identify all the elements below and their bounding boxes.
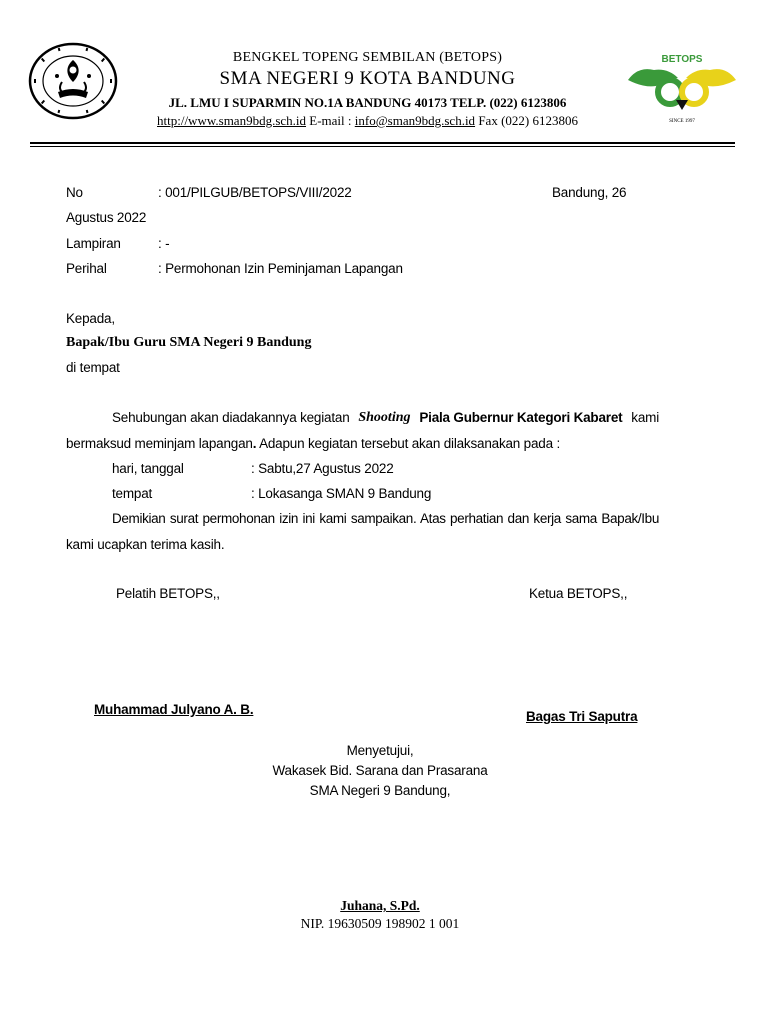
- day-value: : Sabtu,27 Agustus 2022: [251, 461, 394, 476]
- lampiran-value: : -: [158, 236, 170, 251]
- p1-start: Sehubungan akan diadakannya kegiatan: [112, 410, 350, 425]
- approve-label: Menyetujui,: [346, 743, 414, 758]
- contact-line: [0, 113, 735, 129]
- lampiran-label: Lampiran: [66, 236, 121, 251]
- left-signer-name: Muhammad Julyano A. B.: [94, 702, 254, 717]
- no-label: No: [66, 185, 83, 200]
- perihal-value: : Permohonan Izin Peminjaman Lapangan: [158, 261, 403, 276]
- p1-line2-dot: .: [252, 436, 257, 451]
- betops-logo-since: SINCE 1997: [669, 119, 695, 124]
- header-rule-thin: [30, 146, 735, 147]
- school-line: SMA NEGERI 9 KOTA BANDUNG: [219, 68, 516, 89]
- header-rule-thick: [30, 142, 735, 144]
- date-part2: Agustus 2022: [66, 210, 147, 225]
- approve-name: Juhana, S.Pd.: [340, 898, 420, 913]
- p1-end: kami: [631, 410, 659, 425]
- org-line: BENGKEL TOPENG SEMBILAN (BETOPS): [232, 50, 503, 65]
- p1-line2: bermaksud meminjam lapangan: [66, 436, 253, 451]
- fax-text: Fax (022) 6123806: [478, 113, 578, 128]
- closing-line-1: Demikian surat permohonan izin ini kami sampaikan. Atas perhatian dan kerja sama Bapak/Ibu: [112, 511, 659, 526]
- recipient-name: Bapak/Ibu Guru SMA Negeri 9 Bandung: [66, 335, 312, 350]
- date-part1: Bandung, 26: [552, 185, 627, 200]
- email-link[interactable]: info@sman9bdg.sch.id: [354, 113, 476, 128]
- place-value: : Lokasanga SMAN 9 Bandung: [251, 486, 432, 501]
- email-label: E-mail :: [309, 113, 352, 128]
- kepada-text: Kepada,: [66, 311, 115, 326]
- right-signer-title: Ketua BETOPS,,: [529, 586, 628, 601]
- paragraph-1-line-2: [66, 436, 560, 451]
- p1-line2-rest: Adapun kegiatan tersebut akan dilaksanakan pada :: [256, 436, 561, 451]
- approve-org: SMA Negeri 9 Bandung,: [309, 783, 451, 798]
- betops-logo-text: BETOPS: [661, 54, 703, 65]
- approve-nip: NIP. 19630509 198902 1 001: [300, 916, 460, 931]
- closing-line-2: kami ucapkan terima kasih.: [66, 537, 225, 552]
- place-label: tempat: [112, 486, 153, 501]
- day-label: hari, tanggal: [112, 461, 184, 476]
- p1-shooting: Shooting: [358, 410, 411, 425]
- address-line: JL. LMU I SUPARMIN NO.1A BANDUNG 40173 TELP. (022) 6123806: [168, 95, 567, 110]
- no-value: : 001/PILGUB/BETOPS/VIII/2022: [158, 185, 352, 200]
- approve-role: Wakasek Bid. Sarana dan Prasarana: [272, 763, 488, 778]
- right-signer-name: Bagas Tri Saputra: [526, 709, 638, 724]
- p1-event: Piala Gubernur Kategori Kabaret: [419, 410, 623, 425]
- paragraph-1-line-1: [112, 410, 659, 426]
- website-link[interactable]: http://www.sman9bdg.sch.id: [157, 113, 307, 128]
- recipient-place: di tempat: [66, 360, 120, 375]
- left-signer-title: Pelatih BETOPS,,: [116, 586, 220, 601]
- perihal-label: Perihal: [66, 261, 107, 276]
